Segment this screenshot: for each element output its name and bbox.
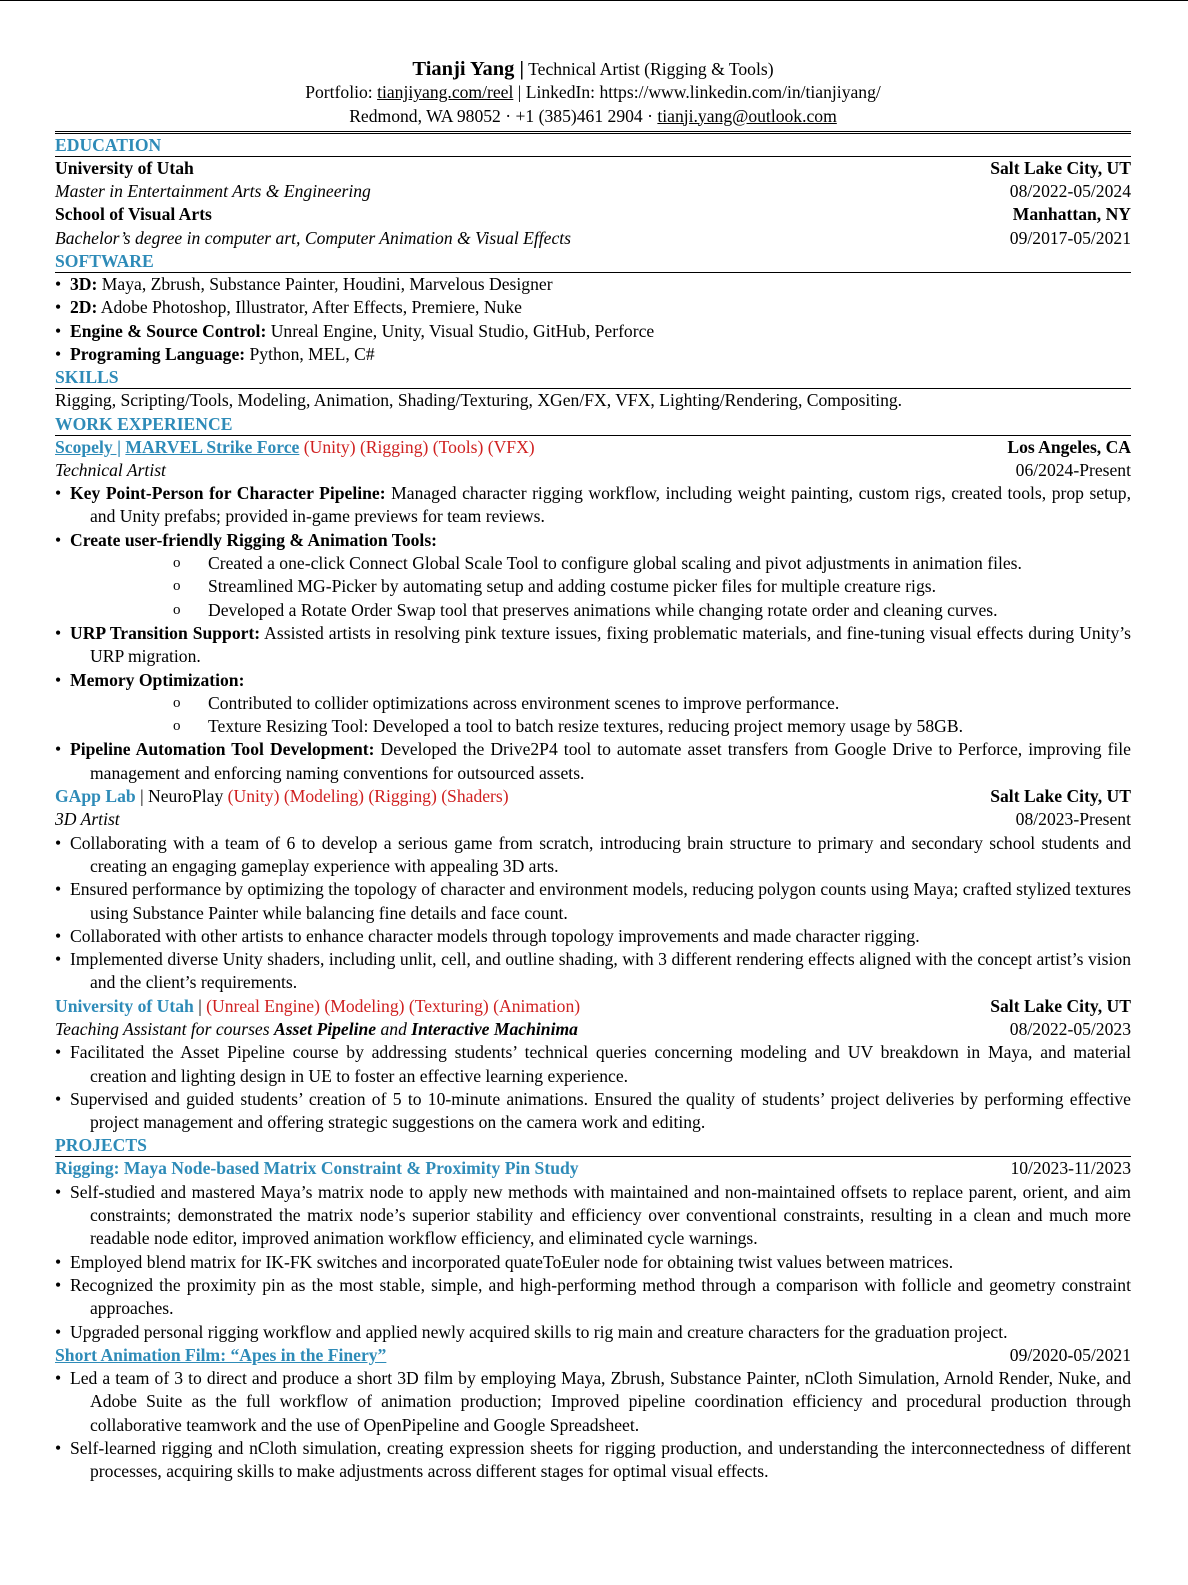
degree: Bachelor’s degree in computer art, Computer Animation & Visual Effects [55,227,572,248]
job-role: 3D Artist [55,809,120,830]
school-name: University of Utah [55,157,194,178]
name-title-line [55,58,1131,81]
skills-text: Rigging, Scripting/Tools, Modeling, Animation, Shading/Texturing, XGen/FX, VFX, Lighting/Rendering, Compositing. [55,390,903,411]
linkedin-text: | LinkedIn: https://www.linkedin.com/in/tianjiyang/ [513,82,881,103]
project-title-link[interactable]: Short Animation Film: “Apes in the Finery” [55,1344,387,1365]
separator: | [135,786,149,807]
company-name: GApp Lab [55,786,136,807]
bullet-text: Managed character rigging workflow, including weight painting, custom rigs, created tools, prop setup, and Unity prefabs; provided in-game previews for team reviews. [90,483,1131,527]
product-link[interactable]: MARVEL Strike Force [125,436,300,457]
list-item [55,296,1131,319]
role-prefix: Teaching Assistant for courses [55,1018,274,1039]
software-tools: Python, MEL, C# [245,343,375,364]
bullet-text: Developed the Drive2P4 tool to automate asset transfers from Google Drive to Perforce, improving file management and enforcing naming conventions for outsourced assets. [90,739,1131,783]
education-dates: 09/2017-05/2021 [1009,227,1131,248]
software-tools: Unreal Engine, Unity, Visual Studio, GitHub, Perforce [266,320,655,341]
list-item: • Led a team of 3 to direct and produce a short 3D film by employing Maya, Zbrush, Substance Painter, nCloth Simulation, Arnold Render, Nuke, and Adobe Suite as the full workflow of animation production; Improved pipeline coordination efficiency and procedural production through collaborative teamwork and the use of OpenPipeline and Google Spreadsheet. [55,1367,1131,1437]
sub-list-item: o Contributed to collider optimizations across environment scenes to improve performance. [55,692,1131,715]
education-dates: 08/2022-05/2024 [1009,181,1131,202]
section-heading-education: EDUCATION [55,134,1131,157]
section-heading-skills: SKILLS [55,366,1131,389]
job-bullets [55,482,1131,552]
links-line [55,81,1131,104]
list-item: • Supervised and guided students’ creation of 5 to 10-minute animations. Ensured the quality of students’ project deliveries by performing effective project management and offering strategic suggestions on the camera work and editing. [55,1088,1131,1135]
job-tags: (Unity) (Rigging) (Tools) (VFX) [299,436,535,457]
section-heading-software: SOFTWARE [55,250,1131,273]
education-entry [55,157,1131,204]
list-item [55,738,1131,785]
project-entry [55,1344,1131,1484]
separator: | [193,995,207,1016]
list-item: • Collaborated with other artists to enhance character models through topology improvements and made character rigging. [55,925,1131,948]
list-item [55,320,1131,343]
list-item: • Upgraded personal rigging workflow and applied newly acquired skills to rig main and creature characters for the graduation project. [55,1321,1131,1344]
job-bullets [55,738,1131,785]
school-location: Manhattan, NY [1012,204,1131,225]
section-heading-work-experience: WORK EXPERIENCE [55,413,1131,436]
job-entry-scopely [55,436,1131,785]
list-item: • Self-learned rigging and nCloth simulation, creating expression sheets for rigging production, and understanding the interconnectedness of different processes, acquiring skills to make adjustments across different stages for optimal visual effects. [55,1437,1131,1484]
list-item: • Employed blend matrix for IK-FK switches and incorporated quateToEuler node for obtaining twist values between matrices. [55,1251,1131,1274]
name: Tianji Yang | [412,58,525,80]
software-category: Engine & Source Control: [70,320,267,341]
resume-page [55,58,1131,1484]
software-list [55,273,1131,366]
degree: Master in Entertainment Arts & Engineering [55,181,371,202]
email-link[interactable]: tianji.yang@outlook.com [657,105,837,126]
portfolio-link[interactable]: tianjiyang.com/reel [377,82,514,103]
sub-list-item: o Created a one-click Connect Global Scale Tool to configure global scaling and pivot adjustments in animation files. [55,552,1131,575]
job-bullets [55,622,1131,692]
job-dates: 06/2024-Present [1015,459,1131,480]
job-tags: (Unity) (Modeling) (Rigging) (Shaders) [223,786,509,807]
job-entry-university-of-utah [55,995,1131,1135]
bullet-label: Memory Optimization: [70,669,245,690]
company-link[interactable]: Scopely | [55,436,121,457]
page-top-border [0,0,1188,1]
job-location: Los Angeles, CA [1007,436,1131,457]
job-dates: 08/2023-Present [1015,809,1131,830]
course-name: Interactive Machinima [411,1018,578,1039]
role-mid: and [376,1018,412,1039]
bullet-text: Assisted artists in resolving pink texture issues, fixing problematic materials, and fine-tuning visual effects during Unity’s URP migration. [90,622,1132,667]
address-phone: Redmond, WA 98052 · +1 (385)461 2904 · [349,105,658,126]
list-item: • Ensured performance by optimizing the topology of character and environment models, reducing polygon counts using Maya; crafted stylized textures using Substance Painter while balancing fine details and face count. [55,878,1131,925]
bullet-label: Create user-friendly Rigging & Animation Tools: [70,529,438,550]
project-bullets [55,1367,1131,1483]
list-item: • Facilitated the Asset Pipeline course by addressing students’ technical queries concerning modeling and UV breakdown in Maya, and material creation and lighting design in UE to foster an effective learning experience. [55,1041,1131,1088]
list-item [55,482,1131,529]
education-entry [55,203,1131,250]
resume-header [55,58,1131,128]
list-item [55,343,1131,366]
bullet-label: Key Point-Person for Character Pipeline: [70,483,386,504]
list-item: • Collaborating with a team of 6 to develop a serious game from scratch, introducing brain structure to primary and secondary school students and creating an engaging gameplay experience with appealing 3D arts. [55,832,1131,879]
software-tools: Adobe Photoshop, Illustrator, After Effects, Premiere, Nuke [97,297,522,318]
list-item [55,273,1131,296]
job-location: Salt Lake City, UT [990,995,1131,1016]
list-item: • Self-studied and mastered Maya’s matrix node to apply new methods with maintained and non-maintained offsets to replace parent, orient, and aim constraints; demonstrated the matrix node’s superior stability and efficiency over conventional constraints, resulting in a clean and much more readable node editor, improved animation workflow efficiency, and eliminated cycle warnings. [55,1181,1131,1251]
software-tools: Maya, Zbrush, Substance Painter, Houdini, Marvelous Designer [97,274,553,295]
bullet-label: Pipeline Automation Tool Development: [70,739,375,760]
section-heading-projects: PROJECTS [55,1134,1131,1157]
job-title: Technical Artist (Rigging & Tools) [524,59,774,79]
list-item: • Implemented diverse Unity shaders, including unlit, cell, and outline shading, with 3 different rendering effects aligned with the concept artist’s vision and the client’s requirements. [55,948,1131,995]
product-name: NeuroPlay [148,786,224,807]
sub-bullets [55,692,1131,739]
project-title: Rigging: Maya Node-based Matrix Constraint & Proximity Pin Study [55,1158,579,1179]
school-name: School of Visual Arts [55,204,212,225]
sub-list-item: o Texture Resizing Tool: Developed a tool to batch resize textures, reducing project memory usage by 58GB. [55,715,1131,738]
software-category: Programing Language: [70,343,246,364]
job-bullets [55,1041,1131,1134]
job-role: Technical Artist [55,459,166,480]
school-location: Salt Lake City, UT [990,157,1131,178]
job-tags: (Unreal Engine) (Modeling) (Texturing) (Animation) [206,995,581,1016]
contact-line [55,105,1131,128]
job-entry-gapp-lab [55,785,1131,995]
list-item: • Recognized the proximity pin as the most stable, simple, and high-performing method through a comparison with follicle and geometry constraint approaches. [55,1274,1131,1321]
list-item [55,622,1131,669]
software-category: 3D: [70,274,98,295]
course-name: Asset Pipeline [273,1018,377,1039]
software-category: 2D: [70,297,98,318]
project-dates: 09/2020-05/2021 [1009,1344,1131,1365]
portfolio-label: Portfolio: [305,82,378,103]
bullet-label: URP Transition Support: [70,622,261,643]
project-entry [55,1157,1131,1343]
list-item [55,669,1131,692]
sub-bullets [55,552,1131,622]
list-item [55,529,1131,552]
sub-list-item: o Streamlined MG-Picker by automating setup and adding costume picker files for multiple creature rigs. [55,575,1131,598]
job-location: Salt Lake City, UT [990,786,1131,807]
project-bullets [55,1181,1131,1344]
job-bullets [55,832,1131,995]
sub-list-item: o Developed a Rotate Order Swap tool that preserves animations while changing rotate order and cleaning curves. [55,599,1131,622]
project-dates: 10/2023-11/2023 [1010,1158,1131,1179]
company-name: University of Utah [55,995,194,1016]
job-dates: 08/2022-05/2023 [1009,1018,1131,1039]
